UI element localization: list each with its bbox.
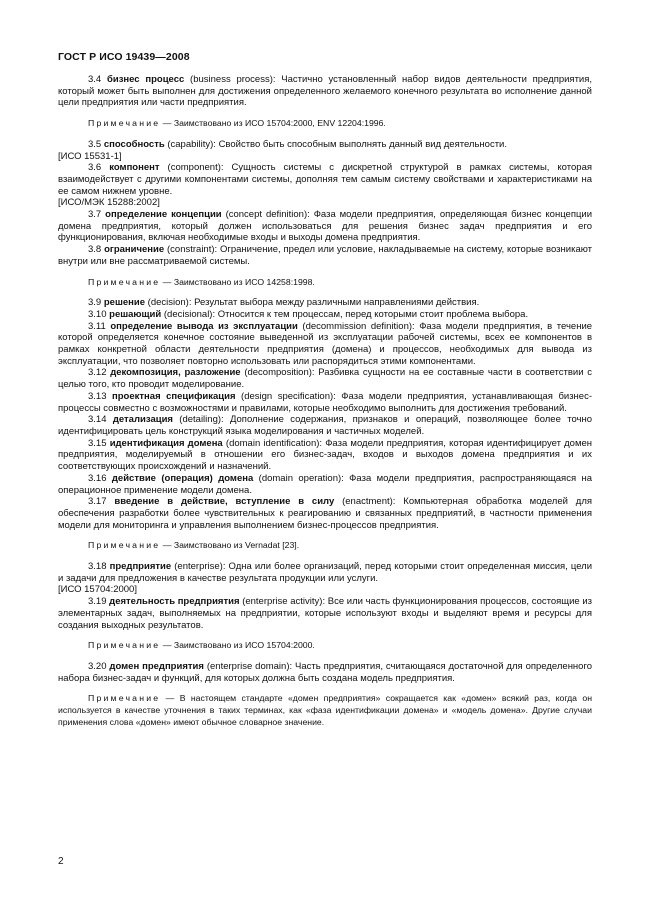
- item-number: 3.10: [88, 308, 107, 320]
- definition-text: (enterprise domain): Часть предприятия, считающаяся достаточной для определенного набора бизнес-задач и функций, для которых должна быть создана модель предприятия.: [58, 660, 593, 684]
- definition-3-19: [58, 596, 592, 631]
- definition-3-8: [58, 244, 592, 267]
- term: способность: [103, 138, 165, 150]
- term: компонент: [109, 162, 160, 174]
- term: действие (операция) домена: [111, 472, 254, 484]
- note-text: — Заимствовано из ИСО 15704:2000.: [162, 640, 315, 651]
- item-number: 3.5: [88, 138, 102, 150]
- definition-text: (constraint): Ограничение, предел или условие, накладываемые на систему, которые возникают внутри или вне рассматриваемой системы.: [58, 244, 592, 267]
- note-3-4: [58, 118, 592, 130]
- note-3-17: [58, 540, 592, 552]
- definition-3-4: [58, 74, 592, 109]
- definition-3-5: [58, 139, 592, 151]
- term: ограничение: [104, 244, 165, 256]
- definition-3-15: [58, 438, 592, 473]
- item-number: 3.15: [88, 437, 107, 449]
- term: декомпозиция, разложение: [110, 367, 241, 379]
- item-number: 3.11: [88, 320, 106, 332]
- definition-text: (enterprise activity): Все или часть функционирования процессов, состоящие из элементарных задач, выполняемых на предприятии, которые используют входы и выделяют время и ресурсы для создания выходных результатов.: [58, 596, 593, 631]
- item-number: 3.9: [88, 297, 102, 309]
- definition-3-14: [58, 414, 592, 437]
- term: деятельность предприятия: [109, 596, 240, 608]
- note-3-20: [58, 693, 592, 728]
- definition-text: (component): Сущность системы с дискретной структурой в рамках системы, которая взаимодействует с другими компонентами системы, дополняя тем самым систему свойствами и характеристиками на ее самом нижнем уровне.: [58, 162, 592, 197]
- definition-text: (decision): Результат выбора между различными направлениями действия.: [147, 297, 480, 309]
- definition-text: (business process): Частично установленный набор видов деятельности предприятия, который может быть выполнен для достижения определенного желаемого конечного результата во исполнение данной цели предприятия или части предприятия.: [58, 74, 593, 109]
- definition-3-7: [58, 209, 592, 244]
- definition-3-12: [58, 367, 592, 390]
- item-number: 3.6: [88, 162, 102, 174]
- note-label: Примечание: [88, 276, 161, 287]
- note-text: — Заимствовано из ИСО 15704:2000, ENV 12204:1996.: [162, 118, 386, 129]
- definition-3-18: [58, 561, 592, 584]
- definition-text: (enterprise): Одна или более организаций, перед которыми стоит определенная миссия, цели и задачи для предложения в качестве результата продукции или услуги.: [58, 561, 593, 584]
- definition-3-6: [58, 162, 592, 197]
- term: предприятие: [109, 561, 172, 573]
- term: определение концепции: [105, 209, 222, 221]
- note-label: Примечание: [88, 118, 161, 129]
- note-label: Примечание: [88, 693, 161, 704]
- page-number: 2: [58, 856, 64, 867]
- definition-3-9: [58, 297, 592, 309]
- item-number: 3.18: [88, 561, 107, 573]
- term: определение вывода из эксплуатации: [110, 320, 298, 332]
- definition-3-13: [58, 391, 592, 414]
- note-label: Примечание: [88, 540, 161, 551]
- term: бизнес процесс: [106, 74, 185, 85]
- definition-text: (design specification): Фаза модели предприятия, устанавливающая бизнес-процессы совместно с возможностями и правилами, которые необходимо выполнить для достижения требований.: [58, 390, 593, 414]
- term: идентификация домена: [109, 437, 223, 449]
- term: проектная спецификация: [112, 390, 236, 402]
- item-number: 3.17: [88, 496, 107, 508]
- note-text: — Заимствовано из ИСО 14258:1998.: [162, 276, 315, 287]
- note-text: — Заимствовано из Vernadat [23].: [162, 540, 300, 551]
- item-number: 3.4: [88, 74, 102, 85]
- definition-text: (decisional): Относится к тем процессам, перед которыми стоит проблема выбора.: [163, 308, 529, 320]
- item-number: 3.8: [88, 244, 102, 256]
- note-3-19: [58, 640, 592, 652]
- definition-3-11: [58, 321, 592, 368]
- item-number: 3.13: [88, 390, 107, 402]
- definition-text: (domain identification): Фаза модели предприятия, которая идентифицирует домен предприятия, моделируемый в отношении его бизнес-задач, входов и выходов домена предприятия и их соответствующих происхождений и назначений.: [58, 437, 593, 473]
- note-3-8: [58, 277, 592, 289]
- term: домен предприятия: [109, 660, 204, 672]
- standard-header: ГОСТ Р ИСО 19439—2008: [58, 51, 190, 63]
- item-number: 3.16: [88, 472, 107, 484]
- reference-3-18: [ИСО 15704:2000]: [58, 584, 137, 596]
- reference-3-5: [ИСО 15531-1]: [58, 150, 122, 162]
- definition-3-16: [58, 473, 592, 496]
- term: решение: [103, 297, 146, 309]
- item-number: 3.12: [88, 367, 107, 379]
- term: детализация: [112, 414, 173, 426]
- definition-3-17: [58, 496, 592, 531]
- item-number: 3.19: [88, 596, 107, 608]
- item-number: 3.14: [88, 414, 107, 426]
- definition-3-10: [58, 309, 592, 321]
- definition-text: (domain operation): Фаза модели предприятия, распространяющаяся на операционное применение модели домена.: [58, 472, 593, 496]
- definition-3-20: [58, 661, 592, 684]
- definition-text: (capability): Свойство быть способным выполнять данный вид деятельности.: [167, 138, 507, 150]
- definition-text: (detailing): Дополнение содержания, признаков и операций, позволяющее более точно идентифицировать цель конструкций языка моделирования и частичных моделей.: [58, 414, 593, 437]
- definition-text: (enactment): Компьютерная обработка моделей для обеспечения разработки более чувствительных к реагированию и связанных предприятий, в частности применения модели для мониторинга и управления выполнением бизнес-процессов предприятия.: [58, 496, 593, 531]
- note-text: — В настоящем стандарте «домен предприятия» сокращается как «домен» всякий раз, когда он используется в качестве уточнения в таких терминах, как «фаза идентификации домена» и «модель домена». Другие случаи применения слова «домен» имеют обычное словарное значение.: [58, 693, 592, 727]
- item-number: 3.20: [88, 660, 107, 672]
- note-label: Примечание: [88, 640, 161, 651]
- definition-text: (decommission definition): Фаза модели предприятия, в течение которой определяется конечное состояние выведенной из эксплуатации рабочей системы, всех ее компонентов в рамках конкретной области деятельности предприятия (домена) и процессов, необходимых для вывода из эксплуатации, что позволяет повторно использовать или распорядиться этими компонентами.: [58, 320, 593, 367]
- item-number: 3.7: [88, 209, 102, 221]
- definition-text: (concept definition): Фаза модели предприятия, определяющая бизнес концепции домена предприятия, который должен использоваться для решения бизнес задач предприятия и его функционирования, включая необходимые входы и выходы домена предприятия.: [58, 209, 593, 244]
- document-body: [58, 74, 592, 728]
- term: решающий: [109, 308, 162, 320]
- term: введение в действие, вступление в силу: [114, 496, 335, 508]
- definition-text: (decomposition): Разбивка сущности на ее составные части в соответствии с целью того, кто проводит моделирование.: [58, 367, 593, 391]
- reference-3-6: [ИСО/МЭК 15288:2002]: [58, 197, 160, 209]
